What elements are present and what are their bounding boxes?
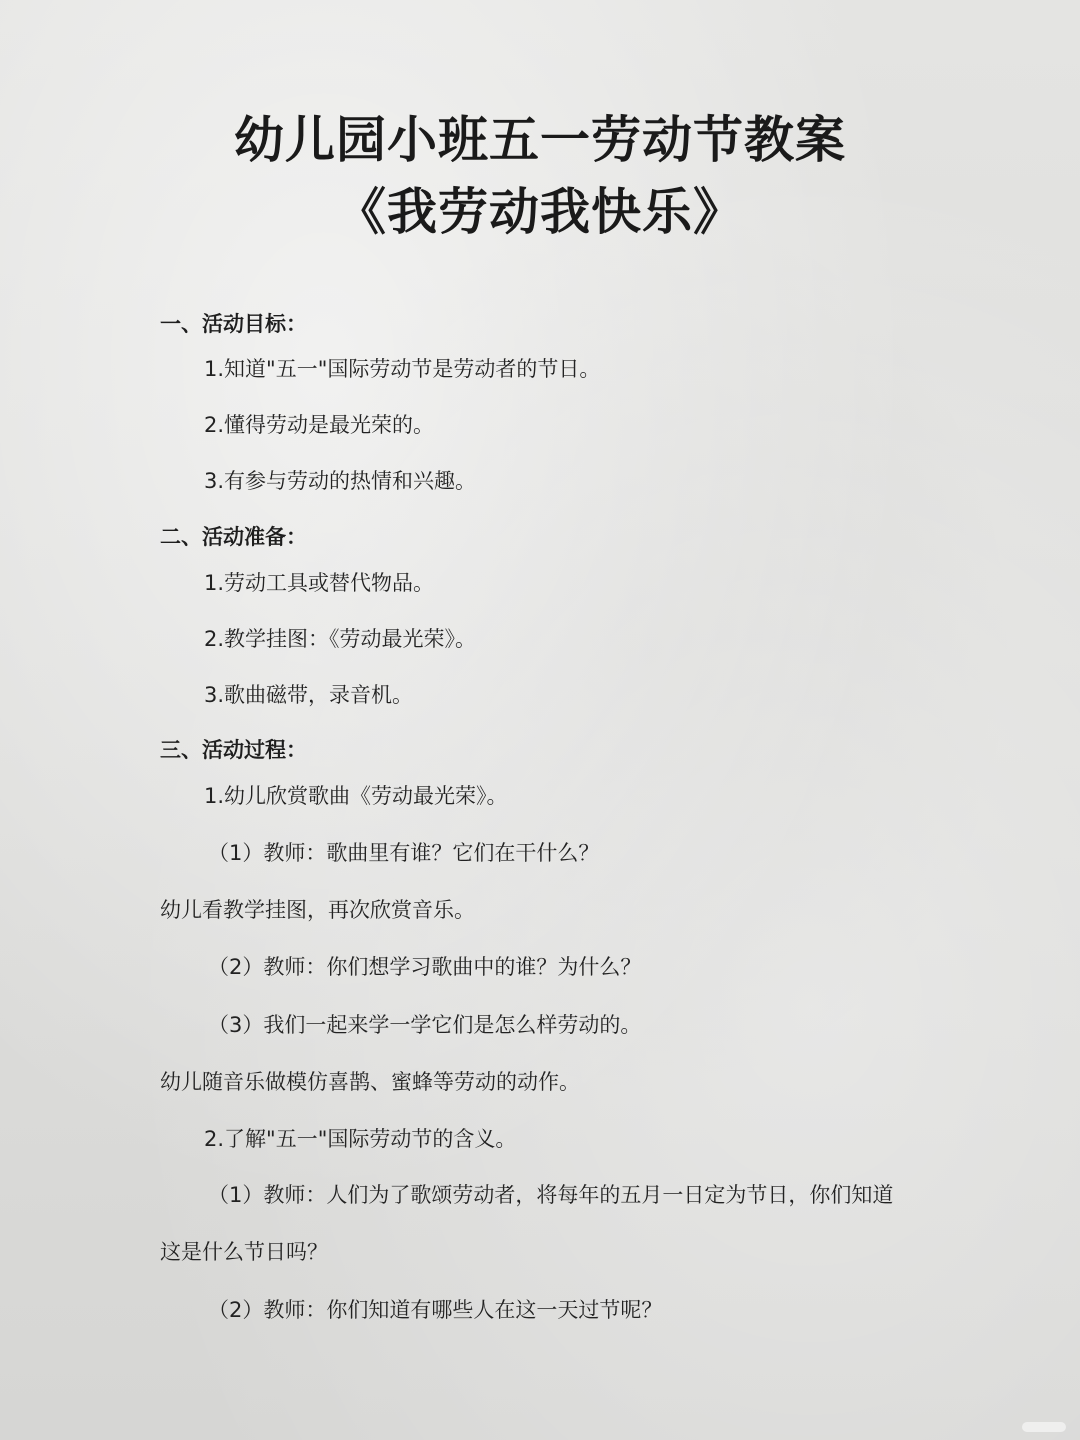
section-heading-prep: 二、活动准备： [160, 525, 307, 549]
prep-item: 2.教学挂图：《劳动最光荣》。 [204, 627, 477, 651]
process-line: 这是什么节日吗？ [160, 1240, 328, 1264]
process-line: 幼儿随音乐做模仿喜鹊、蜜蜂等劳动的动作。 [160, 1070, 580, 1094]
process-line: （2）教师：你们知道有哪些人在这一天过节呢？ [208, 1298, 663, 1322]
process-line: （1）教师：人们为了歌颂劳动者，将每年的五月一日定为节日，你们知道 [208, 1183, 894, 1207]
process-line: （3）我们一起来学一学它们是怎么样劳动的。 [208, 1013, 642, 1037]
document-title: 幼儿园小班五一劳动节教案 [234, 111, 846, 169]
document-subtitle: 《我劳动我快乐》 [336, 183, 744, 241]
prep-item: 3.歌曲磁带，录音机。 [204, 683, 414, 707]
section-heading-process: 三、活动过程： [160, 738, 307, 762]
goal-item: 1.知道"五一"国际劳动节是劳动者的节日。 [204, 357, 601, 381]
goal-item: 2.懂得劳动是最光荣的。 [204, 413, 435, 437]
section-heading-goals: 一、活动目标： [160, 312, 307, 336]
watermark-mark [1022, 1422, 1066, 1432]
process-line: 1.幼儿欣赏歌曲《劳动最光荣》。 [204, 784, 508, 808]
process-line: 幼儿看教学挂图，再次欣赏音乐。 [160, 898, 475, 922]
prep-item: 1.劳动工具或替代物品。 [204, 571, 435, 595]
process-line: 2.了解"五一"国际劳动节的含义。 [204, 1127, 517, 1151]
goal-item: 3.有参与劳动的热情和兴趣。 [204, 469, 477, 493]
process-line: （2）教师：你们想学习歌曲中的谁？为什么？ [208, 955, 642, 979]
process-line: （1）教师：歌曲里有谁？它们在干什么？ [208, 841, 600, 865]
